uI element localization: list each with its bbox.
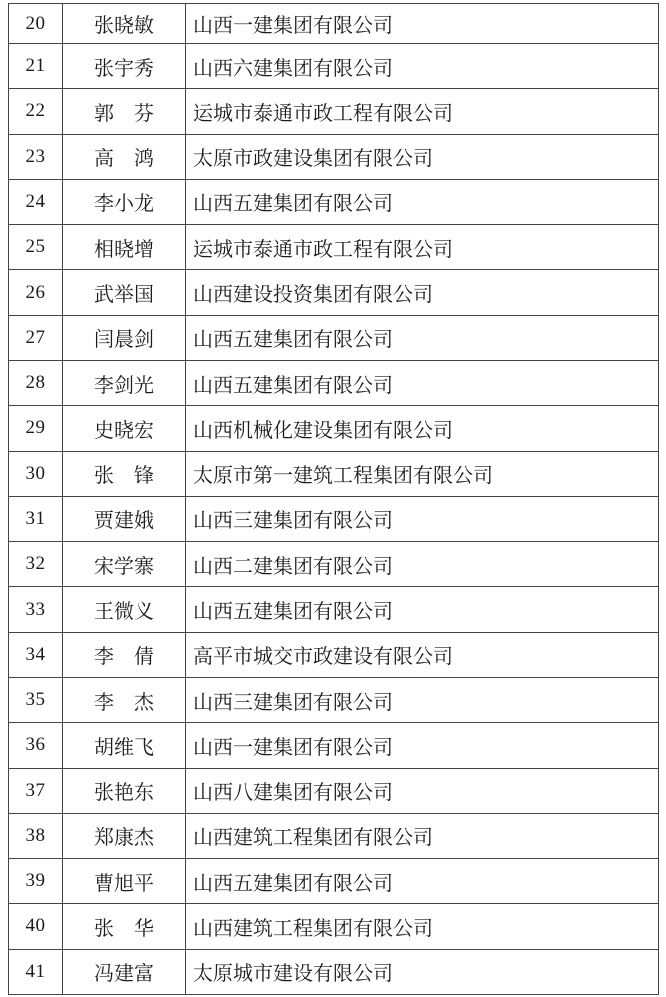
table-row bbox=[9, 270, 658, 315]
person-name: 贾建娥 bbox=[63, 497, 186, 541]
row-number: 39 bbox=[9, 859, 63, 903]
person-name: 史晓宏 bbox=[63, 406, 186, 450]
row-number: 24 bbox=[9, 180, 63, 224]
row-number: 25 bbox=[9, 225, 63, 269]
row-number: 36 bbox=[9, 723, 63, 767]
person-name: 张晓敏 bbox=[63, 4, 186, 43]
company-name: 山西一建集团有限公司 bbox=[193, 15, 393, 37]
table-row bbox=[9, 678, 658, 723]
row-number: 21 bbox=[9, 44, 63, 88]
table-row bbox=[9, 950, 658, 994]
table-row bbox=[9, 723, 658, 768]
company-name: 山西三建集团有限公司 bbox=[193, 691, 393, 714]
person-name: 李剑光 bbox=[63, 361, 186, 405]
company-name: 山西机械化建设集团有限公司 bbox=[193, 419, 453, 442]
table-row bbox=[9, 180, 658, 225]
table-row bbox=[9, 542, 658, 587]
company-name: 太原城市建设有限公司 bbox=[193, 963, 393, 986]
person-name: 张宇秀 bbox=[63, 44, 186, 88]
person-name: 郭 芬 bbox=[63, 89, 186, 133]
company-name: 太原市政建设集团有限公司 bbox=[193, 148, 433, 171]
row-number: 41 bbox=[9, 950, 63, 994]
company-name: 山西二建集团有限公司 bbox=[193, 555, 393, 578]
person-name: 李 倩 bbox=[63, 633, 186, 677]
row-number: 33 bbox=[9, 587, 63, 631]
company-name: 山西五建集团有限公司 bbox=[193, 329, 393, 352]
person-name: 宋学寨 bbox=[63, 542, 186, 586]
company-name: 山西五建集团有限公司 bbox=[193, 601, 393, 624]
person-name: 武举国 bbox=[63, 270, 186, 314]
row-number: 31 bbox=[9, 497, 63, 541]
table-row bbox=[9, 587, 658, 632]
table-row bbox=[9, 497, 658, 542]
company-name: 高平市城交市政建设有限公司 bbox=[193, 646, 453, 669]
company-name: 运城市泰通市政工程有限公司 bbox=[193, 238, 453, 261]
row-number: 22 bbox=[9, 89, 63, 133]
table-row bbox=[9, 4, 658, 44]
row-number: 32 bbox=[9, 542, 63, 586]
row-number: 35 bbox=[9, 678, 63, 722]
person-name: 张艳东 bbox=[63, 769, 186, 813]
company-name: 山西六建集团有限公司 bbox=[193, 57, 393, 80]
company-name: 山西一建集团有限公司 bbox=[193, 736, 393, 759]
row-number: 27 bbox=[9, 316, 63, 360]
person-name: 曹旭平 bbox=[63, 859, 186, 903]
person-name: 王微义 bbox=[63, 587, 186, 631]
person-name: 李 杰 bbox=[63, 678, 186, 722]
row-number: 23 bbox=[9, 135, 63, 179]
company-name: 山西五建集团有限公司 bbox=[193, 872, 393, 895]
person-name: 相晓增 bbox=[63, 225, 186, 269]
table-row bbox=[9, 316, 658, 361]
person-name: 张 锋 bbox=[63, 452, 186, 496]
company-name: 山西八建集团有限公司 bbox=[193, 782, 393, 805]
company-name: 运城市泰通市政工程有限公司 bbox=[193, 102, 453, 125]
table-row bbox=[9, 633, 658, 678]
row-number: 26 bbox=[9, 270, 63, 314]
table-row bbox=[9, 859, 658, 904]
row-number: 30 bbox=[9, 452, 63, 496]
row-number: 28 bbox=[9, 361, 63, 405]
person-name: 冯建富 bbox=[63, 950, 186, 994]
row-number: 20 bbox=[9, 4, 63, 43]
table-row bbox=[9, 225, 658, 270]
personnel-table bbox=[8, 3, 659, 995]
row-number: 29 bbox=[9, 406, 63, 450]
company-name: 太原市第一建筑工程集团有限公司 bbox=[193, 465, 493, 488]
company-name: 山西五建集团有限公司 bbox=[193, 374, 393, 397]
row-number: 38 bbox=[9, 814, 63, 858]
person-name: 闫晨剑 bbox=[63, 316, 186, 360]
table-row bbox=[9, 904, 658, 949]
row-number: 40 bbox=[9, 904, 63, 948]
table-row bbox=[9, 361, 658, 406]
company-name: 山西建筑工程集团有限公司 bbox=[193, 917, 433, 940]
company-name: 山西建设投资集团有限公司 bbox=[193, 284, 433, 307]
company-name: 山西建筑工程集团有限公司 bbox=[193, 827, 433, 850]
table-row bbox=[9, 44, 658, 89]
company-name: 山西三建集团有限公司 bbox=[193, 510, 393, 533]
company-name: 山西五建集团有限公司 bbox=[193, 193, 393, 216]
table-row bbox=[9, 135, 658, 180]
table-row bbox=[9, 769, 658, 814]
person-name: 郑康杰 bbox=[63, 814, 186, 858]
person-name: 张 华 bbox=[63, 904, 186, 948]
row-number: 34 bbox=[9, 633, 63, 677]
person-name: 高 鸿 bbox=[63, 135, 186, 179]
table-row bbox=[9, 452, 658, 497]
table-row bbox=[9, 406, 658, 451]
row-number: 37 bbox=[9, 769, 63, 813]
person-name: 李小龙 bbox=[63, 180, 186, 224]
table-row bbox=[9, 89, 658, 134]
person-name: 胡维飞 bbox=[63, 723, 186, 767]
table-row bbox=[9, 814, 658, 859]
